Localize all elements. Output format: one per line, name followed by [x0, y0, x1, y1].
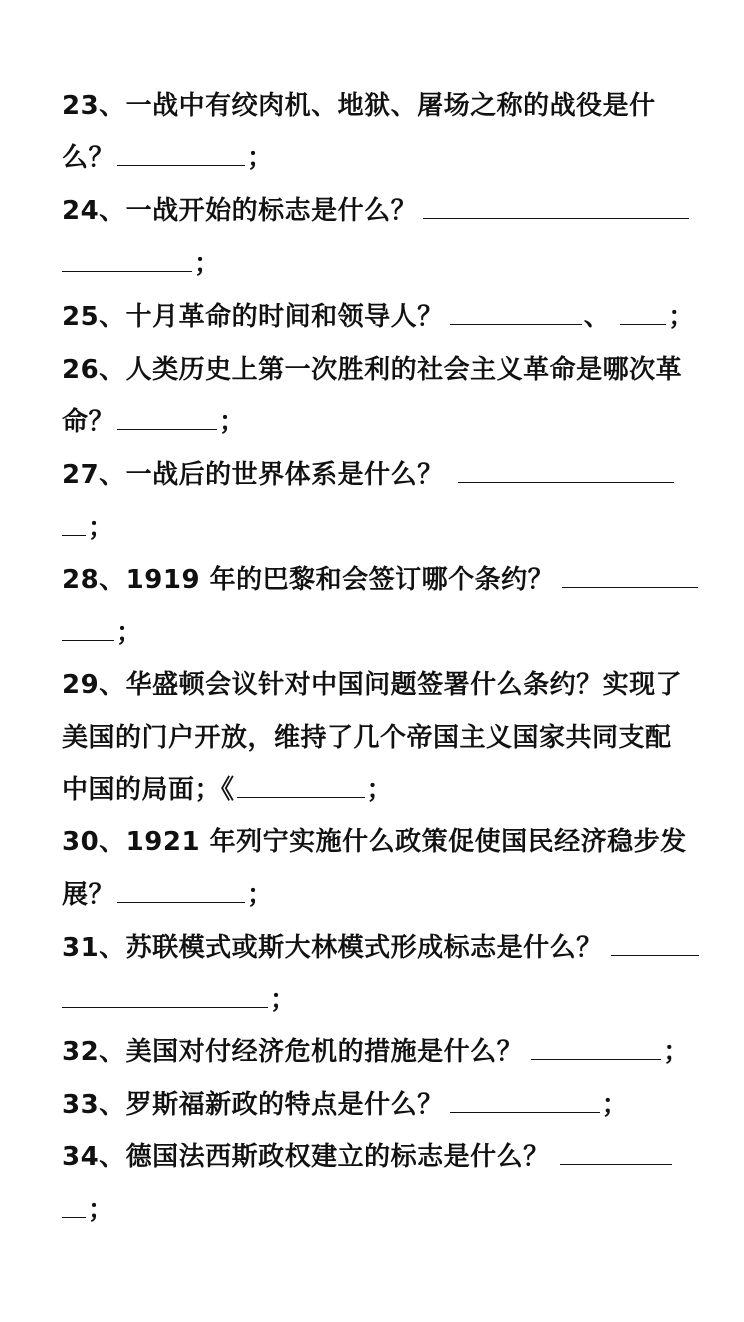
- question-27-line-2: ；: [62, 508, 115, 548]
- question-30-line-2: 展？ ；: [62, 875, 274, 915]
- question-28-line-1: 28、1919 年的巴黎和会签订哪个条约？: [62, 560, 700, 600]
- question-23-line-2: 么？ ；: [62, 138, 274, 178]
- question-33-line-1: 33、罗斯福新政的特点是什么？ ；: [62, 1085, 628, 1125]
- answer-blank-32[interactable]: [531, 1033, 661, 1060]
- answer-blank-24-b[interactable]: [62, 245, 192, 272]
- question-31-line-2: ；: [62, 980, 297, 1020]
- answer-blank-31-b[interactable]: [62, 981, 268, 1008]
- question-24-line-1: 24、一战开始的标志是什么？: [62, 191, 691, 231]
- answer-blank-28-b[interactable]: [62, 614, 114, 641]
- question-26-line-1: 26、人类历史上第一次胜利的社会主义革命是哪次革: [62, 355, 683, 385]
- question-26-line-2: 命？ ；: [62, 402, 246, 442]
- answer-blank-23[interactable]: [117, 139, 245, 166]
- question-29-line-3: 中国的局面；《 ；: [62, 770, 393, 810]
- question-25-line-1: 25、十月革命的时间和领导人？ 、 ；: [62, 297, 695, 337]
- question-31-line-1: 31、苏联模式或斯大林模式形成标志是什么？: [62, 928, 701, 968]
- question-23-line-1: 23、一战中有绞肉机、地狱、屠场之称的战役是什: [62, 91, 656, 121]
- answer-blank-30[interactable]: [117, 876, 245, 903]
- answer-blank-29[interactable]: [237, 771, 365, 798]
- answer-blank-25-leader[interactable]: [620, 298, 666, 325]
- answer-blank-25-time[interactable]: [450, 298, 582, 325]
- question-32-line-1: 32、美国对付经济危机的措施是什么？ ；: [62, 1032, 690, 1072]
- answer-blank-28-a[interactable]: [562, 561, 698, 588]
- question-28-line-2: ；: [62, 613, 143, 653]
- answer-blank-31-a[interactable]: [611, 929, 699, 956]
- answer-blank-26[interactable]: [117, 403, 217, 430]
- answer-blank-34-a[interactable]: [560, 1138, 672, 1165]
- question-27-line-1: 27、一战后的世界体系是什么？: [62, 455, 676, 495]
- question-34-line-2: ；: [62, 1190, 115, 1230]
- answer-blank-34-b[interactable]: [62, 1191, 86, 1218]
- question-29-line-2: 美国的门户开放，维持了几个帝国主义国家共同支配: [62, 723, 672, 753]
- question-30-line-1: 30、1921 年列宁实施什么政策促使国民经济稳步发: [62, 827, 687, 857]
- question-29-line-1: 29、华盛顿会议针对中国问题签署什么条约？实现了: [62, 670, 683, 700]
- answer-blank-27-a[interactable]: [458, 456, 674, 483]
- answer-blank-24-a[interactable]: [423, 192, 689, 219]
- answer-blank-27-b[interactable]: [62, 509, 86, 536]
- question-34-line-1: 34、德国法西斯政权建立的标志是什么？: [62, 1137, 674, 1177]
- answer-blank-33[interactable]: [450, 1086, 600, 1113]
- question-24-line-2: ；: [62, 244, 221, 284]
